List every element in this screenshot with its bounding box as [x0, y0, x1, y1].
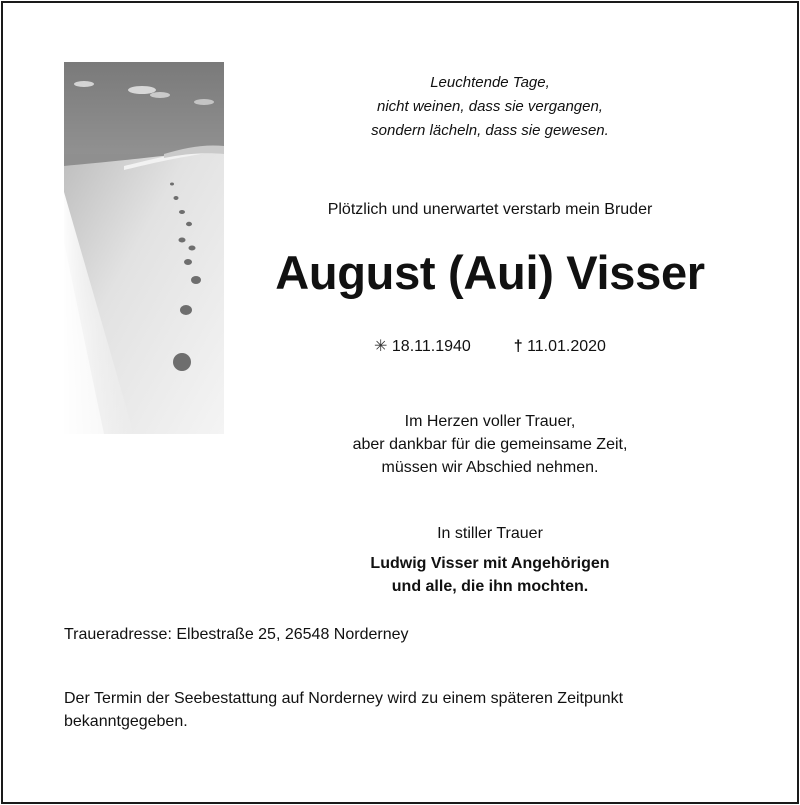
- signature-names: [250, 552, 730, 598]
- burial-notice: [64, 687, 744, 733]
- life-dates: [250, 336, 730, 358]
- poem-verse: [300, 71, 680, 143]
- death-date: 11.01.2020: [527, 338, 606, 355]
- grief-line: müssen wir Abschied nehmen.: [381, 459, 599, 476]
- notice-line: Der Termin der Seebestattung auf Norderney wird zu einem späteren Zeitpunkt: [64, 690, 624, 707]
- signature-label: In stiller Trauer: [437, 525, 543, 542]
- grief-line: Im Herzen voller Trauer,: [404, 413, 576, 430]
- beach-footprints-photo: [64, 62, 224, 434]
- signature-line: und alle, die ihn mochten.: [391, 578, 589, 595]
- grief-line: aber dankbar für die gemeinsame Zeit,: [352, 436, 628, 453]
- death-cross-icon: †: [513, 338, 523, 355]
- poem-line: nicht weinen, dass sie vergangen,: [377, 98, 603, 115]
- mourning-address: Traueradresse: Elbestraße 25, 26548 Norderney: [64, 626, 409, 643]
- notice-line: bekanntgegeben.: [64, 713, 188, 730]
- intro-text: Plötzlich und unerwartet verstarb mein Bruder: [327, 201, 653, 218]
- birth-star-icon: ✳: [374, 338, 388, 355]
- poem-line: Leuchtende Tage,: [430, 74, 550, 91]
- poem-line: sondern lächeln, dass sie gewesen.: [371, 122, 609, 139]
- signature-line: Ludwig Visser mit Angehörigen: [370, 555, 610, 572]
- grief-text: [250, 410, 730, 479]
- deceased-name: August (Aui) Visser: [275, 246, 705, 299]
- birth-date: 18.11.1940: [391, 338, 471, 355]
